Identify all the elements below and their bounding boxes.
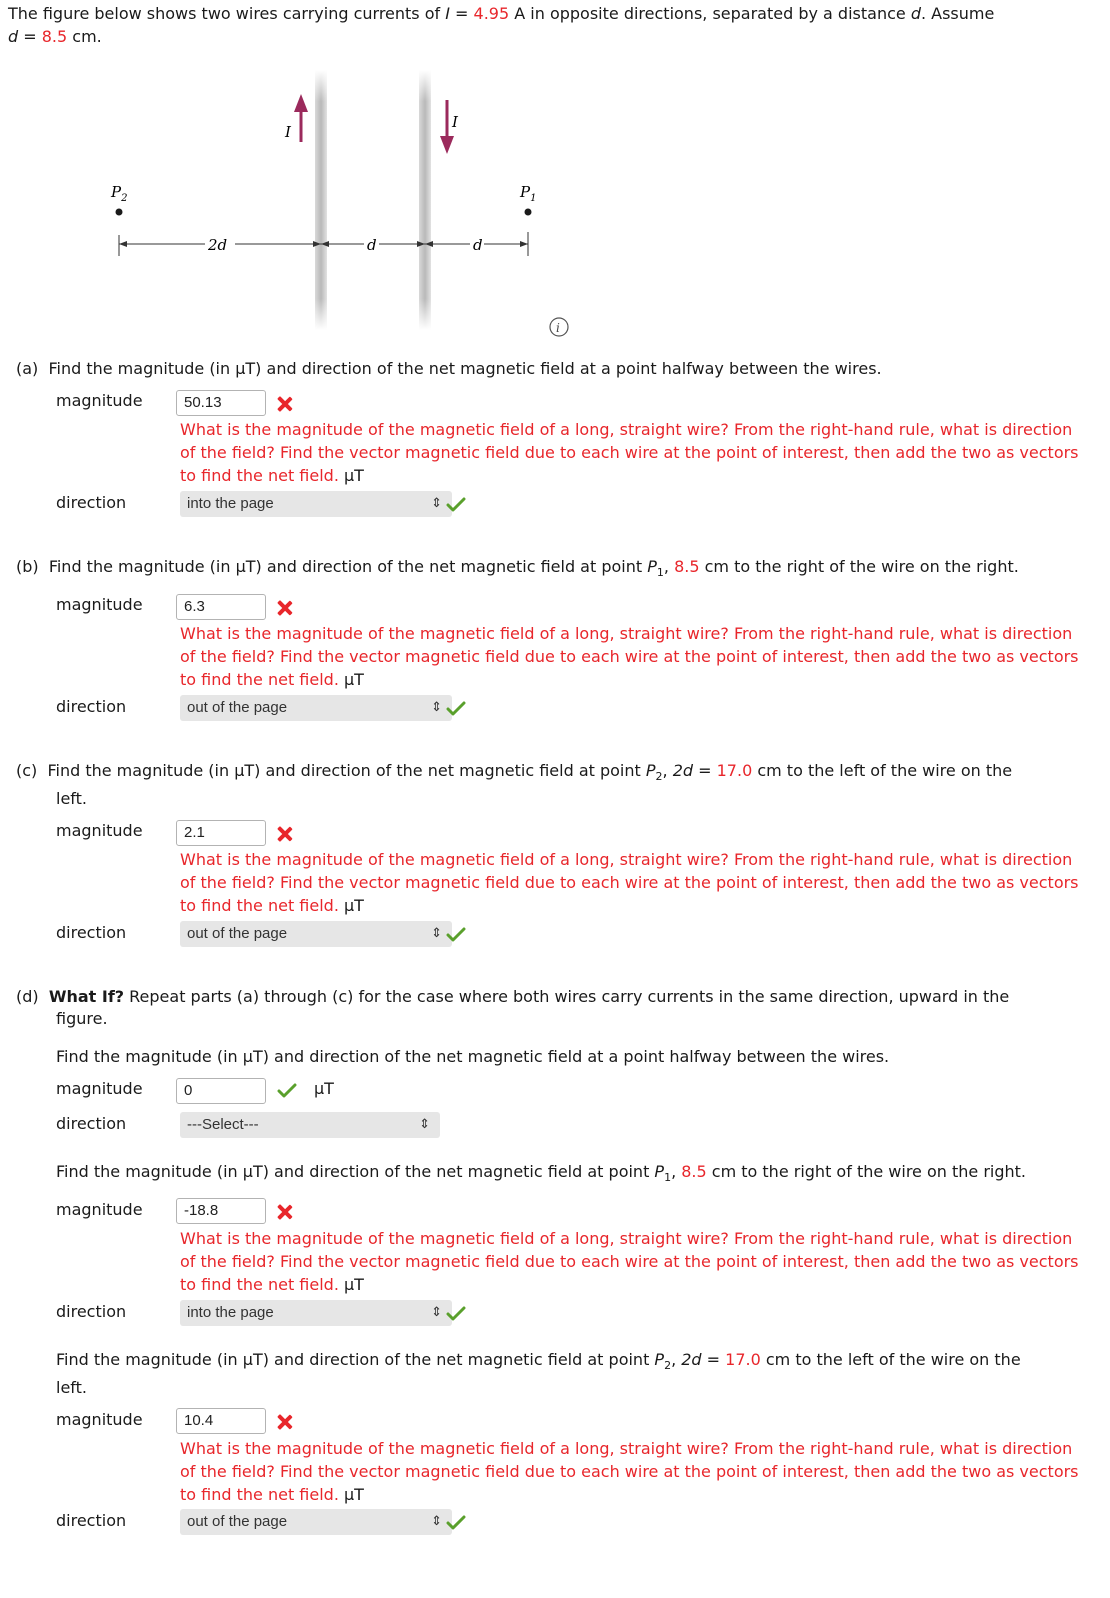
intro-text-3: . Assume: [920, 4, 995, 23]
intro-text: The figure below shows two wires carrying currents of: [8, 4, 446, 23]
intro-eq: =: [449, 4, 474, 23]
current-value: 4.95: [473, 4, 510, 23]
intro-eq-2: =: [18, 27, 42, 46]
distance-unit: cm.: [67, 27, 102, 46]
label-p2: $P_2$: [111, 183, 128, 204]
part-d-question: (d) What If? Repeat parts (a) through (c) for the case where both wires carry currents in the same direction, upward in the: [16, 987, 1010, 1006]
label-p1: $P_1$: [520, 183, 537, 204]
part-c-hint: What is the magnitude of the magnetic field of a long, straight wire? From the right-hand rule, what is direction of the field? Find the vector magnetic field due to each wire at the point of interest, then add the two as vectors to find the net field. μT: [180, 850, 1079, 915]
svg-text:i: i: [556, 321, 560, 335]
label-i-left: I: [285, 123, 291, 141]
part-d2-hint: What is the magnitude of the magnetic field of a long, straight wire? From the right-hand rule, what is direction of the field? Find the vector magnetic field due to each wire at the point of interest, then add the two as vectors to find the net field. μT: [180, 1229, 1079, 1294]
part-d1-unit: μT: [314, 1079, 334, 1098]
part-d3-question-line2: left.: [56, 1378, 87, 1397]
part-b-hint: What is the magnitude of the magnetic field of a long, straight wire? From the right-hand rule, what is direction of the field? Find the vector magnetic field due to each wire at the point of interest, then add the two as vectors to find the net field. μT: [180, 624, 1079, 689]
part-a-hint: What is the magnitude of the magnetic field of a long, straight wire? From the right-hand rule, what is direction of the field? Find the vector magnetic field due to each wire at the point of interest, then add the two as vectors to find the net field. μT: [180, 420, 1079, 485]
incorrect-icon: [276, 1204, 292, 1220]
info-icon[interactable]: [550, 318, 568, 336]
part-d3-question: Find the magnitude (in μT) and direction of the net magnetic field at point $P_2$, 2d = 17.0 cm to the left of the wire on the: [56, 1350, 1021, 1373]
part-d2-magnitude-input[interactable]: -18.8: [176, 1198, 266, 1224]
part-c-magnitude-input[interactable]: 2.1: [176, 820, 266, 846]
part-c-question: (c) Find the magnitude (in μT) and direction of the net magnetic field at point $P_2$, 2d = 17.0 cm to the left of the wire on the: [16, 761, 1013, 784]
wires-figure: [0, 60, 620, 350]
correct-icon: [446, 926, 466, 942]
incorrect-icon: [276, 396, 292, 412]
part-d3-magnitude-input[interactable]: 10.4: [176, 1408, 266, 1434]
part-d3-magnitude-label: magnitude: [56, 1410, 143, 1429]
part-d1-magnitude-label: magnitude: [56, 1079, 143, 1098]
distance-value: 8.5: [41, 27, 68, 46]
chevron-updown-icon: ⇕: [431, 699, 442, 714]
part-d-question-line2: figure.: [56, 1009, 108, 1028]
part-b-magnitude-input[interactable]: 6.3: [176, 594, 266, 620]
correct-icon: [446, 1514, 466, 1530]
arrow-up-icon: [294, 94, 308, 142]
incorrect-icon: [276, 826, 292, 842]
point-p2: [116, 209, 123, 216]
part-b-question: (b) Find the magnitude (in μT) and direction of the net magnetic field at point $P_1$, 8.5 cm to the right of the wire on the right.: [16, 557, 1019, 580]
var-current: I: [445, 4, 450, 23]
part-b-magnitude-label: magnitude: [56, 595, 143, 614]
label-d-1: d: [367, 236, 377, 254]
incorrect-icon: [276, 600, 292, 616]
part-d2-magnitude-label: magnitude: [56, 1200, 143, 1219]
part-a-question: (a) Find the magnitude (in μT) and direction of the net magnetic field at a point halfway between the wires.: [16, 359, 882, 378]
part-a-magnitude-label: magnitude: [56, 391, 143, 410]
label-i-right: I: [452, 113, 458, 131]
correct-icon: [446, 700, 466, 716]
incorrect-icon: [276, 1414, 292, 1430]
part-c-direction-select[interactable]: out of the page ⇕: [180, 921, 452, 947]
intro-text-2: A in opposite directions, separated by a distance: [509, 4, 911, 23]
part-d1-magnitude-input[interactable]: 0: [176, 1078, 266, 1104]
correct-icon: [446, 496, 466, 512]
chevron-updown-icon: ⇕: [431, 1513, 442, 1528]
part-c-magnitude-label: magnitude: [56, 821, 143, 840]
chevron-updown-icon: ⇕: [431, 495, 442, 510]
part-d2-direction-select[interactable]: into the page ⇕: [180, 1300, 452, 1326]
part-d3-direction-label: direction: [56, 1511, 127, 1530]
label-2d: 2d: [208, 236, 228, 254]
correct-icon: [277, 1082, 297, 1098]
chevron-updown-icon: ⇕: [431, 1304, 442, 1319]
part-d3-hint: What is the magnitude of the magnetic field of a long, straight wire? From the right-hand rule, what is direction of the field? Find the vector magnetic field due to each wire at the point of interest, then add the two as vectors to find the net field. μT: [180, 1439, 1079, 1504]
problem-intro: [8, 2, 1098, 48]
part-a-direction-label: direction: [56, 493, 127, 512]
part-c-direction-label: direction: [56, 923, 127, 942]
chevron-updown-icon: ⇕: [431, 925, 442, 940]
part-a-direction-select[interactable]: into the page ⇕: [180, 491, 452, 517]
label-d-2: d: [473, 236, 483, 254]
part-d1-direction-label: direction: [56, 1114, 127, 1133]
part-d1-direction-select[interactable]: ---Select--- ⇕: [180, 1112, 440, 1138]
part-d3-direction-select[interactable]: out of the page ⇕: [180, 1509, 452, 1535]
part-d2-direction-label: direction: [56, 1302, 127, 1321]
var-distance: d: [910, 4, 921, 23]
var-distance-2: d: [8, 27, 19, 46]
correct-icon: [446, 1305, 466, 1321]
part-d1-question: Find the magnitude (in μT) and direction of the net magnetic field at a point halfway between the wires.: [56, 1047, 890, 1066]
part-b-direction-select[interactable]: out of the page ⇕: [180, 695, 452, 721]
part-b-direction-label: direction: [56, 697, 127, 716]
part-a-magnitude-input[interactable]: 50.13: [176, 390, 266, 416]
point-p1: [525, 209, 532, 216]
part-c-question-line2: left.: [56, 789, 87, 808]
chevron-updown-icon: ⇕: [419, 1116, 430, 1131]
part-d2-question: Find the magnitude (in μT) and direction of the net magnetic field at point $P_1$, 8.5 cm to the right of the wire on the right.: [56, 1162, 1027, 1185]
